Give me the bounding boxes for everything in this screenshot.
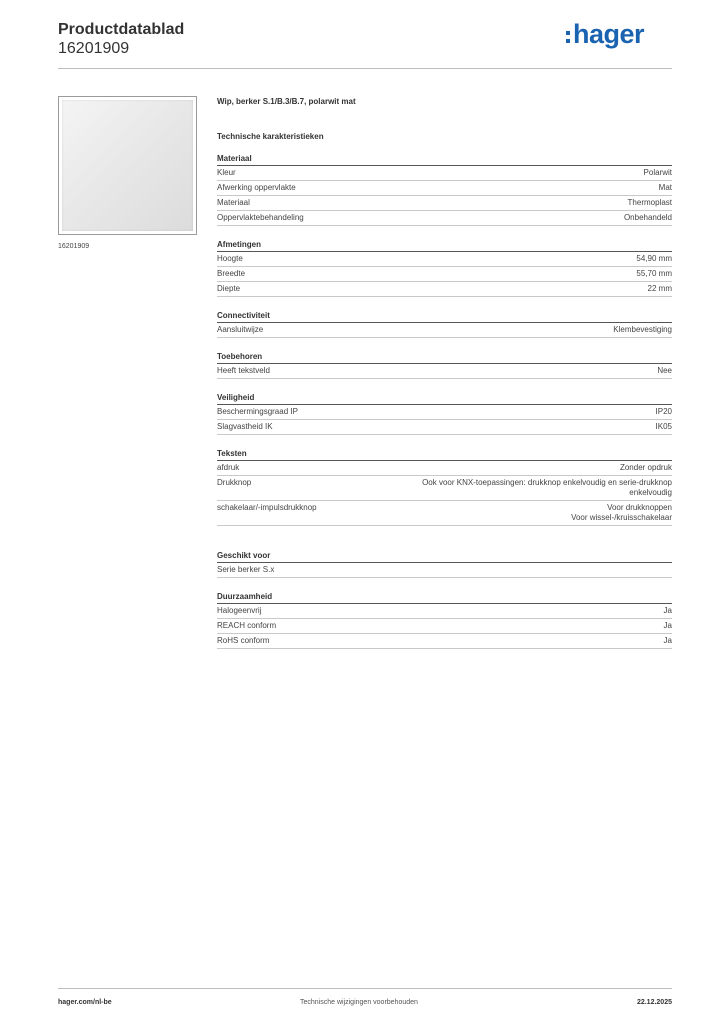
spec-row <box>217 405 672 420</box>
spec-value: Ja <box>663 636 672 645</box>
header-divider <box>58 68 672 69</box>
spec-row <box>217 267 672 282</box>
product-image <box>58 96 197 235</box>
spec-label: Serie berker S.x <box>217 565 275 574</box>
spec-row <box>217 604 672 619</box>
spec-group <box>217 153 672 226</box>
footer-website[interactable]: hager.com/nl-be <box>58 999 112 1006</box>
spec-value: Klembevestiging <box>613 325 672 334</box>
spec-row <box>217 282 672 297</box>
footer-divider <box>58 988 672 989</box>
spec-row <box>217 619 672 634</box>
spec-group-title: Geschikt voor <box>217 550 672 563</box>
switch-rocker-image <box>62 100 193 231</box>
spec-row <box>217 181 672 196</box>
spec-label: RoHS conform <box>217 636 270 645</box>
spec-value: Onbehandeld <box>623 213 672 222</box>
spec-group-title: Materiaal <box>217 153 672 166</box>
spec-label: schakelaar/-impulsdrukknop <box>217 503 317 512</box>
spec-value: Thermoplast <box>627 198 672 207</box>
spec-label: Beschermingsgraad IP <box>217 407 298 416</box>
spec-label: Diepte <box>217 284 241 293</box>
spec-row <box>217 563 672 578</box>
spec-row <box>217 420 672 435</box>
spec-row <box>217 634 672 649</box>
spec-label: Materiaal <box>217 198 250 207</box>
spec-group-title: Afmetingen <box>217 239 672 252</box>
spec-group <box>217 550 672 578</box>
spec-row <box>217 323 672 338</box>
spec-value: 22 mm <box>647 284 672 293</box>
spec-row <box>217 364 672 379</box>
spec-row <box>217 461 672 476</box>
spec-row <box>217 211 672 226</box>
spec-value: Ja <box>663 621 672 630</box>
spec-row <box>217 166 672 181</box>
spec-value: Polarwit <box>643 168 672 177</box>
spec-group <box>217 448 672 526</box>
spec-label: Slagvastheid IK <box>217 422 273 431</box>
product-number: 16201909 <box>58 40 130 57</box>
spec-group-title: Teksten <box>217 448 672 461</box>
logo-text: hager <box>573 18 645 49</box>
page-title: Productdatablad <box>58 21 185 38</box>
spec-content <box>217 96 672 649</box>
spec-group-title: Duurzaamheid <box>217 591 672 604</box>
spec-label: Hoogte <box>217 254 243 263</box>
spec-label: Aansluitwijze <box>217 325 264 334</box>
spec-value: 54,90 mm <box>636 254 672 263</box>
section-heading: Technische karakteristieken <box>217 132 324 141</box>
spec-group-title: Veiligheid <box>217 392 672 405</box>
product-name: Wip, berker S.1/B.3/B.7, polarwit mat <box>217 97 356 106</box>
spec-groups <box>217 153 672 649</box>
spec-group <box>217 351 672 379</box>
spec-value: 55,70 mm <box>636 269 672 278</box>
footer-date: 22.12.2025 <box>636 999 672 1006</box>
spec-group <box>217 239 672 297</box>
spec-label: Kleur <box>217 168 236 177</box>
spec-label: Afwerking oppervlakte <box>217 183 296 192</box>
spec-label: Breedte <box>217 269 246 278</box>
spec-value: IP20 <box>655 407 672 416</box>
logo-dots-icon <box>566 31 570 43</box>
spec-label: Drukknop <box>217 478 252 487</box>
spec-group-title: Connectiviteit <box>217 310 672 323</box>
spec-label: Oppervlaktebehandeling <box>217 213 304 222</box>
spec-label: Halogeenvrij <box>217 606 262 615</box>
spec-value: Nee <box>657 366 672 375</box>
spec-value: IK05 <box>655 422 672 431</box>
hager-logo <box>566 18 644 50</box>
footer-notice: Technische wijzigingen voorbehouden <box>300 999 418 1006</box>
spec-value: Ook voor KNX-toepassingen: drukknop enkelvoudig en serie-drukknop enkelvoudig <box>422 478 672 497</box>
spec-value: Zonder opdruk <box>619 463 672 472</box>
image-caption: 16201909 <box>58 243 90 250</box>
spec-group <box>217 392 672 435</box>
spec-group-title: Toebehoren <box>217 351 672 364</box>
spec-row <box>217 476 672 501</box>
spec-group <box>217 310 672 338</box>
spec-label: afdruk <box>217 463 240 472</box>
spec-value: Voor drukknoppen Voor wissel-/kruisschakelaar <box>571 503 672 522</box>
spec-row <box>217 501 672 526</box>
spec-label: Heeft tekstveld <box>217 366 270 375</box>
spec-value: Ja <box>663 606 672 615</box>
spec-label: REACH conform <box>217 621 277 630</box>
spec-row <box>217 196 672 211</box>
spec-group <box>217 591 672 649</box>
spec-row <box>217 252 672 267</box>
spec-value: Mat <box>658 183 672 192</box>
